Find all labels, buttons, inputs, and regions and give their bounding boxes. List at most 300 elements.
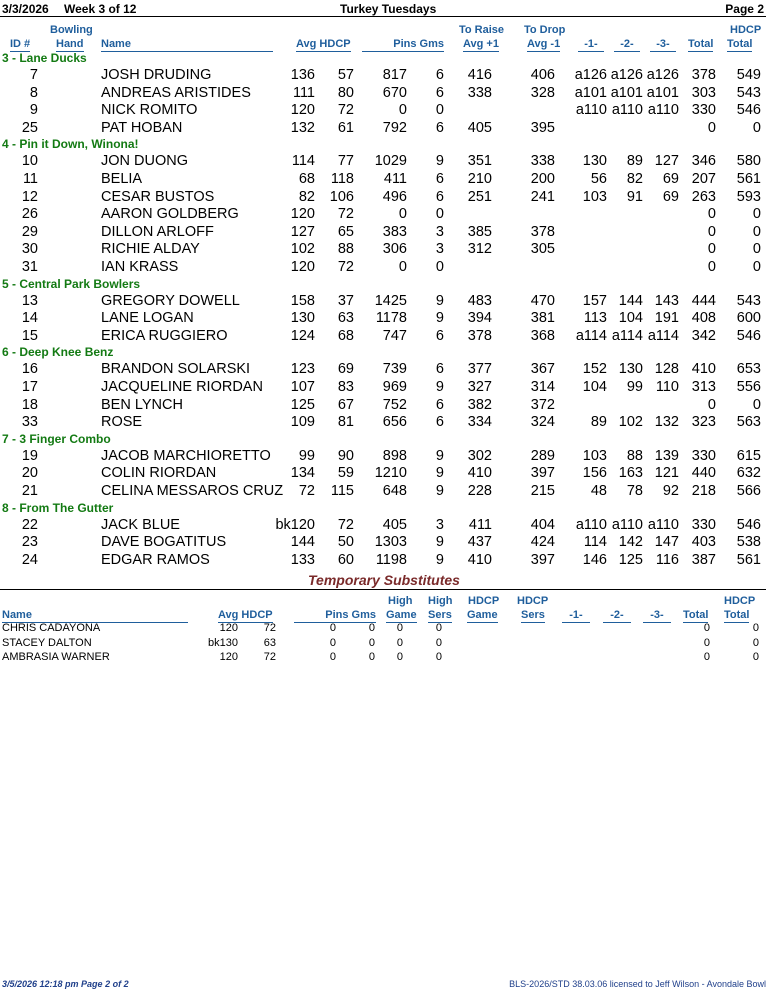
col-raise-avg: Avg +1 bbox=[463, 38, 499, 50]
cell-raise: 312 bbox=[467, 241, 492, 258]
player-row bbox=[0, 241, 768, 259]
cell-hdcp-total: 580 bbox=[736, 153, 761, 170]
sub-cell-name: AMBRASIA WARNER bbox=[2, 651, 110, 663]
cell-gms: 9 bbox=[435, 310, 444, 327]
cell-hdcp: 72 bbox=[337, 206, 354, 223]
cell-gms: 9 bbox=[435, 447, 444, 464]
cell-g1: 103 bbox=[582, 447, 607, 464]
cell-name: DILLON ARLOFF bbox=[101, 223, 214, 240]
cell-raise: 210 bbox=[467, 171, 492, 187]
cell-pins: 739 bbox=[382, 361, 407, 378]
col-raise-top: To Raise bbox=[459, 24, 505, 36]
cell-g2: 78 bbox=[626, 483, 643, 499]
cell-total: 342 bbox=[691, 327, 716, 344]
col-hdcp-total: Total bbox=[727, 38, 753, 50]
col-total: Total bbox=[688, 38, 714, 50]
cell-hdcp: 37 bbox=[337, 292, 354, 309]
player-row bbox=[0, 153, 768, 171]
cell-g3: a101 bbox=[646, 84, 679, 101]
cell-drop: 200 bbox=[530, 171, 555, 187]
subs-col-name: Name bbox=[2, 608, 188, 623]
sub-cell-name: CHRIS CADAYONA bbox=[2, 622, 101, 634]
cell-gms: 6 bbox=[435, 396, 444, 413]
cell-g1: a110 bbox=[575, 102, 607, 119]
cell-g2: a126 bbox=[610, 67, 643, 83]
cell-g1: 48 bbox=[590, 483, 607, 499]
cell-g3: a126 bbox=[646, 67, 679, 83]
cell-hdcp: 77 bbox=[337, 153, 354, 170]
col-pins-gms: Pins Gms bbox=[362, 37, 444, 52]
cell-hdcp: 61 bbox=[337, 119, 354, 136]
cell-drop: 397 bbox=[530, 465, 555, 482]
cell-hdcp-total: 0 bbox=[752, 241, 761, 258]
cell-gms: 6 bbox=[435, 119, 444, 136]
cell-id: 21 bbox=[21, 483, 38, 499]
player-row bbox=[0, 120, 768, 138]
cell-g1: 89 bbox=[590, 414, 607, 431]
cell-gms: 6 bbox=[435, 84, 444, 101]
cell-total: 346 bbox=[691, 153, 716, 170]
cell-drop: 424 bbox=[530, 534, 555, 551]
cell-gms: 3 bbox=[435, 516, 444, 533]
cell-total: 0 bbox=[707, 119, 716, 136]
cell-hdcp-total: 653 bbox=[736, 361, 761, 378]
sub-row bbox=[0, 651, 768, 665]
cell-total: 263 bbox=[691, 188, 716, 205]
cell-total: 387 bbox=[691, 551, 716, 568]
cell-raise: 416 bbox=[467, 67, 492, 83]
cell-avg: 134 bbox=[290, 465, 315, 482]
cell-total: 303 bbox=[691, 84, 716, 101]
cell-drop: 378 bbox=[530, 223, 555, 240]
cell-g2: 163 bbox=[618, 465, 643, 482]
cell-id: 13 bbox=[21, 292, 38, 309]
player-row bbox=[0, 483, 768, 501]
cell-raise: 410 bbox=[467, 551, 492, 568]
cell-name: ROSE bbox=[101, 414, 143, 431]
cell-name: BELIA bbox=[101, 171, 143, 187]
sub-cell-avg: 120 bbox=[219, 651, 238, 663]
cell-total: 330 bbox=[691, 102, 716, 119]
subs-col-hdcp-sers-top: HDCP bbox=[517, 595, 549, 607]
cell-hdcp-total: 615 bbox=[736, 447, 761, 464]
subs-col-hdcp-total-top: HDCP bbox=[724, 595, 756, 607]
cell-total: 0 bbox=[707, 206, 716, 223]
cell-total: 408 bbox=[691, 310, 716, 327]
cell-pins: 670 bbox=[382, 84, 407, 101]
cell-g2: 125 bbox=[618, 551, 643, 568]
cell-total: 330 bbox=[691, 516, 716, 533]
week-label: Week 3 of 12 bbox=[64, 2, 137, 16]
col-drop-avg: Avg -1 bbox=[527, 38, 561, 50]
cell-raise: 338 bbox=[467, 84, 492, 101]
cell-name: JON DUONG bbox=[101, 153, 188, 170]
subs-title: Temporary Substitutes bbox=[308, 572, 460, 588]
cell-drop: 372 bbox=[530, 396, 555, 413]
sub-cell-high-sers: 0 bbox=[435, 651, 442, 663]
cell-g2: a114 bbox=[611, 327, 643, 344]
subs-col-high-game-top: High bbox=[388, 595, 413, 607]
cell-total: 313 bbox=[691, 379, 716, 395]
cell-id: 14 bbox=[21, 310, 38, 327]
cell-pins: 0 bbox=[398, 102, 407, 119]
cell-raise: 410 bbox=[467, 465, 492, 482]
cell-raise: 251 bbox=[467, 188, 492, 205]
cell-avg: 120 bbox=[290, 259, 315, 275]
cell-gms: 6 bbox=[435, 361, 444, 378]
cell-name: PAT HOBAN bbox=[101, 119, 183, 136]
cell-raise: 385 bbox=[467, 223, 492, 240]
cell-drop: 324 bbox=[530, 414, 555, 431]
cell-total: 0 bbox=[707, 223, 716, 240]
cell-avg: 82 bbox=[298, 188, 315, 205]
sub-row bbox=[0, 637, 768, 651]
cell-gms: 6 bbox=[435, 171, 444, 187]
cell-total: 378 bbox=[691, 67, 716, 83]
player-row bbox=[0, 328, 768, 346]
cell-avg: 136 bbox=[290, 67, 315, 83]
cell-avg: 68 bbox=[298, 171, 315, 187]
cell-hdcp: 72 bbox=[337, 516, 354, 533]
cell-total: 0 bbox=[707, 241, 716, 258]
cell-raise: 327 bbox=[467, 379, 492, 395]
cell-id: 19 bbox=[21, 447, 38, 464]
cell-avg: 144 bbox=[290, 534, 315, 551]
cell-g3: a114 bbox=[647, 327, 679, 344]
cell-avg: bk120 bbox=[275, 516, 315, 533]
cell-pins: 969 bbox=[382, 379, 407, 395]
cell-pins: 306 bbox=[382, 241, 407, 258]
cell-g2: 130 bbox=[618, 361, 643, 378]
cell-id: 15 bbox=[21, 327, 38, 344]
player-row bbox=[0, 534, 768, 552]
cell-pins: 1178 bbox=[375, 310, 407, 327]
cell-hdcp-total: 546 bbox=[736, 102, 761, 119]
cell-avg: 123 bbox=[290, 361, 315, 378]
player-row bbox=[0, 259, 768, 277]
col-bowling-top: Bowling bbox=[50, 24, 93, 36]
cell-gms: 9 bbox=[435, 153, 444, 170]
cell-drop: 404 bbox=[530, 516, 555, 533]
cell-g2: a110 bbox=[611, 102, 643, 119]
cell-drop: 338 bbox=[530, 153, 555, 170]
cell-id: 23 bbox=[21, 534, 38, 551]
page-number: Page 2 bbox=[725, 2, 764, 16]
subs-col-pins-gms: Pins Gms bbox=[294, 608, 376, 623]
cell-raise: 394 bbox=[467, 310, 492, 327]
cell-hdcp: 65 bbox=[337, 223, 354, 240]
player-row bbox=[0, 379, 768, 397]
cell-g2: 104 bbox=[618, 310, 643, 327]
sub-cell-hdcp: 63 bbox=[263, 636, 276, 649]
player-row bbox=[0, 224, 768, 242]
cell-raise: 351 bbox=[467, 153, 492, 170]
cell-drop: 406 bbox=[530, 67, 555, 83]
cell-name: ERICA RUGGIERO bbox=[101, 327, 228, 344]
cell-id: 25 bbox=[21, 119, 38, 136]
team-header: 4 - Pin it Down, Winona! bbox=[2, 137, 139, 152]
cell-avg: 109 bbox=[290, 414, 315, 431]
header-divider bbox=[0, 16, 766, 17]
cell-id: 33 bbox=[21, 414, 38, 431]
cell-name: DAVE BOGATITUS bbox=[101, 534, 227, 551]
cell-hdcp-total: 593 bbox=[736, 188, 761, 205]
cell-total: 323 bbox=[691, 414, 716, 431]
player-row bbox=[0, 465, 768, 483]
player-row bbox=[0, 448, 768, 466]
cell-id: 26 bbox=[21, 206, 38, 223]
cell-hdcp-total: 546 bbox=[736, 516, 761, 533]
cell-g2: 102 bbox=[618, 414, 643, 431]
cell-g3: 147 bbox=[654, 534, 679, 551]
cell-name: JACQUELINE RIORDAN bbox=[101, 379, 263, 395]
cell-drop: 397 bbox=[530, 551, 555, 568]
sub-cell-total: 0 bbox=[703, 651, 710, 663]
cell-avg: 114 bbox=[291, 153, 315, 170]
cell-hdcp-total: 632 bbox=[736, 465, 761, 482]
player-row bbox=[0, 310, 768, 328]
player-row bbox=[0, 206, 768, 224]
sub-cell-hdcp: 72 bbox=[263, 622, 276, 634]
team-header: 3 - Lane Ducks bbox=[2, 51, 87, 65]
cell-gms: 6 bbox=[435, 188, 444, 205]
subs-col-high-game: Game bbox=[386, 609, 417, 621]
cell-pins: 383 bbox=[382, 223, 407, 240]
player-row bbox=[0, 517, 768, 535]
cell-total: 410 bbox=[691, 361, 716, 378]
col-bowling-hand: Hand bbox=[56, 38, 84, 50]
report-date: 3/3/2026 bbox=[2, 2, 49, 16]
cell-name: JACOB MARCHIORETTO bbox=[101, 447, 271, 464]
player-row bbox=[0, 397, 768, 415]
cell-pins: 898 bbox=[382, 447, 407, 464]
cell-raise: 411 bbox=[468, 516, 492, 533]
cell-hdcp-total: 549 bbox=[736, 67, 761, 83]
cell-pins: 0 bbox=[398, 259, 407, 275]
cell-pins: 1210 bbox=[374, 465, 407, 482]
cell-total: 444 bbox=[691, 292, 716, 309]
cell-g1: a101 bbox=[574, 84, 607, 101]
cell-raise: 334 bbox=[467, 414, 492, 431]
cell-drop: 241 bbox=[530, 188, 555, 205]
cell-g3: 69 bbox=[662, 188, 679, 205]
player-row bbox=[0, 67, 768, 85]
cell-hdcp: 90 bbox=[337, 447, 354, 464]
sub-cell-high-sers: 0 bbox=[435, 622, 442, 634]
cell-pins: 656 bbox=[382, 414, 407, 431]
cell-name: RICHIE ALDAY bbox=[101, 241, 200, 258]
cell-g3: 69 bbox=[662, 171, 679, 187]
cell-gms: 9 bbox=[435, 534, 444, 551]
cell-drop: 314 bbox=[530, 379, 555, 395]
cell-g2: 89 bbox=[626, 153, 643, 170]
cell-raise: 228 bbox=[467, 483, 492, 499]
col-game2: -2- bbox=[614, 37, 640, 52]
cell-name: COLIN RIORDAN bbox=[101, 465, 217, 482]
cell-gms: 6 bbox=[435, 327, 444, 344]
cell-id: 20 bbox=[21, 465, 38, 482]
player-row bbox=[0, 552, 768, 570]
cell-hdcp-total: 561 bbox=[736, 171, 761, 187]
cell-pins: 648 bbox=[382, 483, 407, 499]
cell-drop: 328 bbox=[530, 84, 555, 101]
cell-total: 0 bbox=[707, 396, 716, 413]
sub-cell-avg: bk130 bbox=[208, 636, 238, 649]
cell-total: 0 bbox=[707, 259, 716, 275]
col-game3: -3- bbox=[650, 37, 676, 52]
cell-avg: 124 bbox=[290, 327, 315, 344]
cell-drop: 470 bbox=[530, 292, 555, 309]
player-row bbox=[0, 102, 768, 120]
player-row bbox=[0, 171, 768, 189]
player-row bbox=[0, 85, 768, 103]
cell-hdcp: 88 bbox=[337, 241, 354, 258]
team-header: 8 - From The Gutter bbox=[2, 500, 114, 515]
cell-avg: 107 bbox=[290, 379, 315, 395]
cell-hdcp-total: 546 bbox=[736, 327, 761, 344]
cell-gms: 6 bbox=[435, 67, 444, 83]
sub-cell-total: 0 bbox=[703, 636, 710, 649]
team-header: 7 - 3 Finger Combo bbox=[2, 431, 111, 446]
cell-pins: 1029 bbox=[374, 153, 407, 170]
cell-g2: 99 bbox=[626, 379, 643, 395]
subs-col-hdcp-sers: Sers bbox=[521, 609, 545, 621]
cell-hdcp: 50 bbox=[337, 534, 354, 551]
cell-g1: 113 bbox=[583, 310, 607, 327]
footer-timestamp: 3/5/2026 12:18 pm Page 2 of 2 bbox=[2, 979, 129, 989]
cell-hdcp: 80 bbox=[337, 84, 354, 101]
cell-avg: 120 bbox=[290, 206, 315, 223]
cell-pins: 1303 bbox=[374, 534, 407, 551]
cell-gms: 9 bbox=[435, 379, 444, 395]
cell-name: NICK ROMITO bbox=[101, 102, 198, 119]
cell-name: ANDREAS ARISTIDES bbox=[101, 84, 251, 101]
player-row bbox=[0, 293, 768, 311]
cell-avg: 120 bbox=[290, 102, 315, 119]
cell-g1: 130 bbox=[582, 153, 607, 170]
cell-total: 207 bbox=[691, 171, 716, 187]
cell-drop: 289 bbox=[530, 447, 555, 464]
cell-drop: 381 bbox=[530, 310, 555, 327]
cell-hdcp: 60 bbox=[337, 551, 354, 568]
cell-pins: 496 bbox=[382, 188, 407, 205]
col-id: ID # bbox=[10, 38, 31, 50]
sub-cell-pins: 0 bbox=[329, 622, 336, 634]
cell-id: 30 bbox=[21, 241, 38, 258]
cell-hdcp: 83 bbox=[337, 379, 354, 395]
cell-id: 11 bbox=[22, 171, 38, 187]
cell-hdcp-total: 0 bbox=[752, 206, 761, 223]
cell-drop: 395 bbox=[530, 119, 555, 136]
cell-g3: a110 bbox=[647, 102, 679, 119]
cell-hdcp: 63 bbox=[337, 310, 354, 327]
player-row bbox=[0, 361, 768, 379]
cell-avg: 72 bbox=[298, 483, 315, 499]
cell-raise: 377 bbox=[467, 361, 492, 378]
cell-g3: 121 bbox=[654, 465, 679, 482]
cell-g2: 88 bbox=[626, 447, 643, 464]
cell-id: 22 bbox=[21, 516, 38, 533]
cell-g3: a110 bbox=[647, 516, 679, 533]
cell-raise: 382 bbox=[467, 396, 492, 413]
cell-g2: 91 bbox=[626, 188, 643, 205]
cell-g1: 157 bbox=[582, 292, 607, 309]
sub-cell-name: STACEY DALTON bbox=[2, 636, 92, 649]
cell-hdcp: 72 bbox=[337, 102, 354, 119]
cell-gms: 0 bbox=[435, 206, 444, 223]
cell-hdcp-total: 566 bbox=[736, 483, 761, 499]
cell-g2: 82 bbox=[626, 171, 643, 187]
cell-avg: 132 bbox=[290, 119, 315, 136]
cell-g1: 156 bbox=[582, 465, 607, 482]
cell-avg: 111 bbox=[292, 84, 315, 101]
cell-id: 18 bbox=[21, 396, 38, 413]
cell-hdcp: 67 bbox=[337, 396, 354, 413]
col-hdcp-total-top: HDCP bbox=[730, 24, 762, 36]
cell-name: BEN LYNCH bbox=[101, 396, 183, 413]
cell-gms: 0 bbox=[435, 259, 444, 275]
subs-col-avg-hdcp: Avg HDCP bbox=[218, 609, 273, 621]
cell-gms: 0 bbox=[435, 102, 444, 119]
cell-gms: 9 bbox=[435, 551, 444, 568]
col-game1: -1- bbox=[578, 37, 604, 52]
cell-hdcp: 118 bbox=[330, 171, 354, 187]
sub-cell-hdcp: 72 bbox=[263, 651, 276, 663]
cell-id: 24 bbox=[21, 551, 38, 568]
cell-gms: 6 bbox=[435, 414, 444, 431]
cell-hdcp-total: 543 bbox=[736, 84, 761, 101]
col-name: Name bbox=[101, 37, 273, 52]
cell-g2: 144 bbox=[618, 292, 643, 309]
sub-cell-hdcp-total: 0 bbox=[752, 651, 759, 663]
player-row bbox=[0, 189, 768, 207]
cell-gms: 9 bbox=[435, 483, 444, 499]
sub-cell-high-game: 0 bbox=[396, 651, 403, 663]
cell-hdcp-total: 543 bbox=[736, 292, 761, 309]
cell-name: BRANDON SOLARSKI bbox=[101, 361, 251, 378]
footer-license: BLS-2026/STD 38.03.06 licensed to Jeff Wilson - Avondale Bowl bbox=[509, 979, 766, 989]
cell-hdcp: 115 bbox=[330, 483, 354, 499]
sub-cell-gms: 0 bbox=[368, 636, 375, 649]
cell-id: 8 bbox=[29, 84, 38, 101]
league-title: Turkey Tuesdays bbox=[340, 2, 437, 16]
cell-drop: 305 bbox=[530, 241, 555, 258]
subs-col-game3: -3- bbox=[643, 608, 671, 623]
cell-name: CESAR BUSTOS bbox=[101, 188, 215, 205]
cell-pins: 747 bbox=[382, 327, 407, 344]
cell-total: 218 bbox=[691, 483, 716, 499]
cell-id: 17 bbox=[21, 379, 38, 395]
cell-g3: 127 bbox=[654, 153, 679, 170]
cell-g3: 191 bbox=[654, 310, 679, 327]
sub-cell-high-sers: 0 bbox=[435, 636, 442, 649]
cell-avg: 133 bbox=[290, 551, 315, 568]
cell-avg: 125 bbox=[290, 396, 315, 413]
col-drop-top: To Drop bbox=[524, 24, 566, 36]
sub-cell-pins: 0 bbox=[329, 636, 336, 649]
cell-id: 10 bbox=[21, 153, 38, 170]
cell-avg: 99 bbox=[298, 447, 315, 464]
cell-pins: 411 bbox=[383, 171, 407, 187]
cell-name: IAN KRASS bbox=[101, 259, 179, 275]
cell-g3: 139 bbox=[654, 447, 679, 464]
cell-hdcp: 59 bbox=[337, 465, 354, 482]
sub-cell-pins: 0 bbox=[329, 651, 336, 663]
sub-cell-high-game: 0 bbox=[396, 622, 403, 634]
cell-g1: 146 bbox=[582, 551, 607, 568]
cell-pins: 752 bbox=[382, 396, 407, 413]
cell-name: GREGORY DOWELL bbox=[101, 292, 240, 309]
